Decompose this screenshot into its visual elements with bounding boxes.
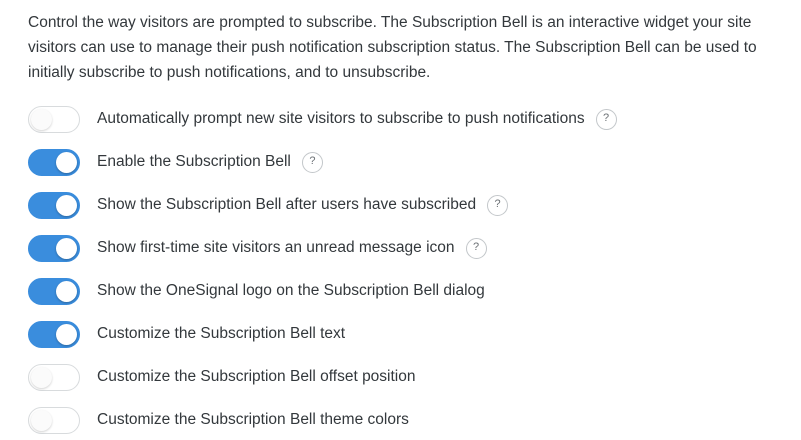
toggle-knob-icon	[31, 367, 52, 388]
setting-label: Show the Subscription Bell after users have subscribed	[97, 196, 477, 213]
setting-toggle[interactable]	[28, 364, 80, 391]
setting-toggle[interactable]	[28, 321, 80, 348]
setting-row	[28, 400, 773, 440]
setting-label: Automatically prompt new site visitors to subscribe to push notifications	[97, 110, 585, 127]
setting-toggle[interactable]	[28, 278, 80, 305]
setting-row	[28, 99, 773, 139]
toggle-knob-icon	[56, 281, 77, 302]
help-question-icon[interactable]: ?	[487, 195, 508, 216]
setting-toggle[interactable]	[28, 106, 80, 133]
setting-label: Show first-time site visitors an unread message icon	[97, 239, 455, 256]
toggle-knob-icon	[31, 410, 52, 431]
toggle-knob-icon	[56, 324, 77, 345]
toggle-knob-icon	[56, 152, 77, 173]
setting-label: Customize the Subscription Bell theme colors	[97, 411, 409, 428]
help-question-icon[interactable]: ?	[596, 109, 617, 130]
help-question-icon[interactable]: ?	[302, 152, 323, 173]
setting-toggle[interactable]	[28, 407, 80, 434]
setting-toggle[interactable]	[28, 235, 80, 262]
setting-row	[28, 185, 773, 225]
setting-row	[28, 314, 773, 354]
setting-row	[28, 357, 773, 397]
setting-row	[28, 271, 773, 311]
settings-list	[28, 99, 773, 440]
setting-label: Customize the Subscription Bell offset position	[97, 368, 416, 385]
toggle-knob-icon	[31, 109, 52, 130]
panel-description: Control the way visitors are prompted to subscribe. The Subscription Bell is an interactive widget your site visitors can use to manage their push notification subscription status. The Subscription Bell can be used to initially subscribe to push notifications, and to unsubscribe.	[28, 14, 757, 81]
setting-toggle[interactable]	[28, 149, 80, 176]
toggle-knob-icon	[56, 238, 77, 259]
setting-row	[28, 142, 773, 182]
help-question-icon[interactable]: ?	[466, 238, 487, 259]
toggle-knob-icon	[56, 195, 77, 216]
setting-row	[28, 228, 773, 268]
setting-label: Customize the Subscription Bell text	[97, 325, 346, 342]
setting-toggle[interactable]	[28, 192, 80, 219]
setting-label: Enable the Subscription Bell	[97, 153, 291, 170]
setting-label: Show the OneSignal logo on the Subscription Bell dialog	[97, 282, 485, 299]
